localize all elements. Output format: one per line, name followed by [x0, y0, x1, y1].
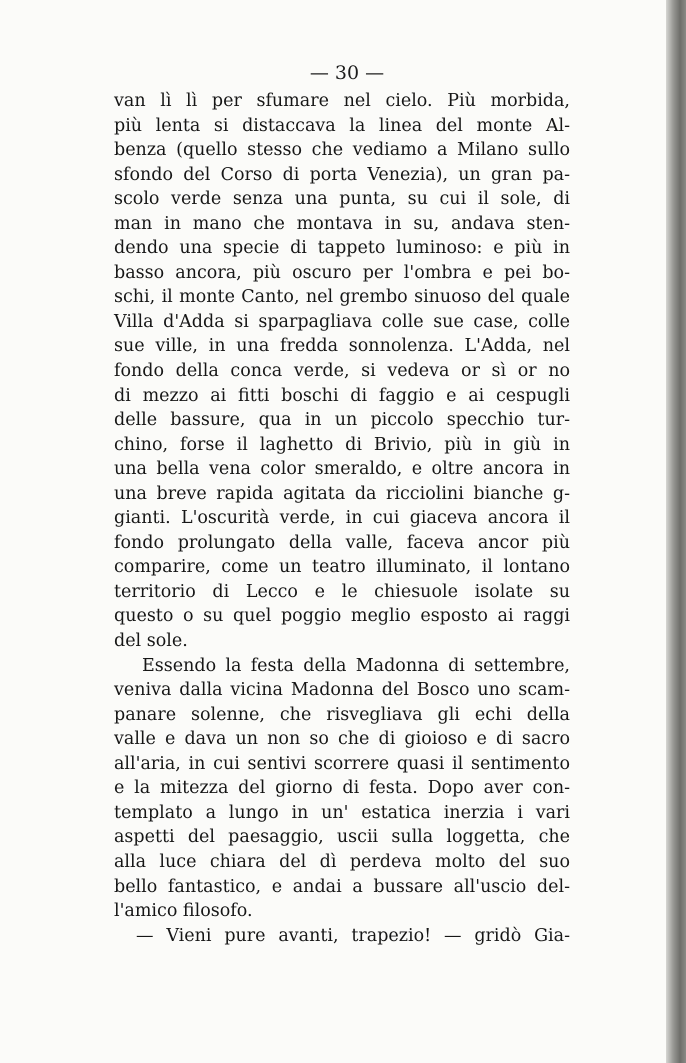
text-line: veniva dalla vicina Madonna del Bosco uno scam-	[114, 680, 570, 701]
text-line: l'amico filosofo.	[114, 901, 253, 922]
text-line: comparire, come un teatro illuminato, il lontano	[114, 557, 570, 578]
text-line: panare solenne, che risvegliava gli echi della	[114, 704, 570, 725]
text-line: — Vieni pure avanti, trapezio! — gridò Gia-	[136, 925, 570, 946]
text-line: alla luce chiara del dì perdeva molto del suo	[114, 851, 570, 872]
text-line: questo o su quel poggio meglio esposto ai raggi	[114, 606, 570, 627]
text-line: di mezzo ai fitti boschi di faggio e ai cespugli	[114, 385, 570, 406]
text-line: delle bassure, qua in un piccolo specchio tur-	[114, 410, 570, 431]
text-line: una bella vena color smeraldo, e oltre ancora in	[114, 459, 570, 480]
text-line: man in mano che montava in su, andava sten-	[114, 213, 570, 234]
text-line: dendo una specie di tappeto luminoso: e più in	[114, 238, 570, 259]
text-line: sfondo del Corso di porta Venezia), un gran pa-	[114, 164, 570, 185]
text-line: fondo della conca verde, si vedeva or sì or no	[114, 361, 570, 382]
text-line: sue ville, in una fredda sonnolenza. L'Adda, nel	[114, 336, 570, 357]
text-line: benza (quello stesso che vediamo a Milano sullo	[114, 140, 570, 161]
text-line: Essendo la festa della Madonna di settembre,	[142, 655, 570, 676]
body-text	[114, 89, 570, 948]
text-line: basso ancora, più oscuro per l'ombra e pei bo-	[114, 262, 570, 283]
page-number: — 30 —	[309, 62, 385, 84]
text-line: una breve rapida agitata da ricciolini bianche g-	[114, 483, 570, 504]
text-line: più lenta si distaccava la linea del monte Al-	[114, 115, 570, 136]
text-line: scolo verde senza una punta, su cui il sole, di	[114, 189, 570, 210]
text-line: fondo prolungato della valle, faceva ancor più	[114, 532, 570, 553]
text-line: del sole.	[114, 631, 188, 652]
text-line: valle e dava un non so che di gioioso e di sacro	[114, 729, 570, 750]
text-line: all'aria, in cui sentivi scorrere quasi il sentimento	[114, 753, 570, 774]
text-line: van lì lì per sfumare nel cielo. Più morbida,	[114, 91, 570, 111]
text-line: gianti. L'oscurità verde, in cui giaceva ancora il	[114, 508, 570, 529]
text-line: aspetti del paesaggio, uscii sulla loggetta, che	[114, 827, 570, 848]
text-line: territorio di Lecco e le chiesuole isolate su	[114, 581, 570, 602]
text-line: chino, forse il laghetto di Brivio, più in giù in	[114, 434, 570, 455]
text-line: schi, il monte Canto, nel grembo sinuoso del quale	[114, 287, 570, 308]
page-edge-shadow	[666, 0, 686, 1063]
text-line: e la mitezza del giorno di festa. Dopo aver con-	[114, 778, 570, 799]
text-line: templato a lungo in un' estatica inerzia i vari	[114, 802, 570, 823]
text-line: Villa d'Adda si sparpagliava colle sue case, colle	[114, 311, 570, 332]
text-line: bello fantastico, e andai a bussare all'uscio del-	[114, 876, 570, 897]
